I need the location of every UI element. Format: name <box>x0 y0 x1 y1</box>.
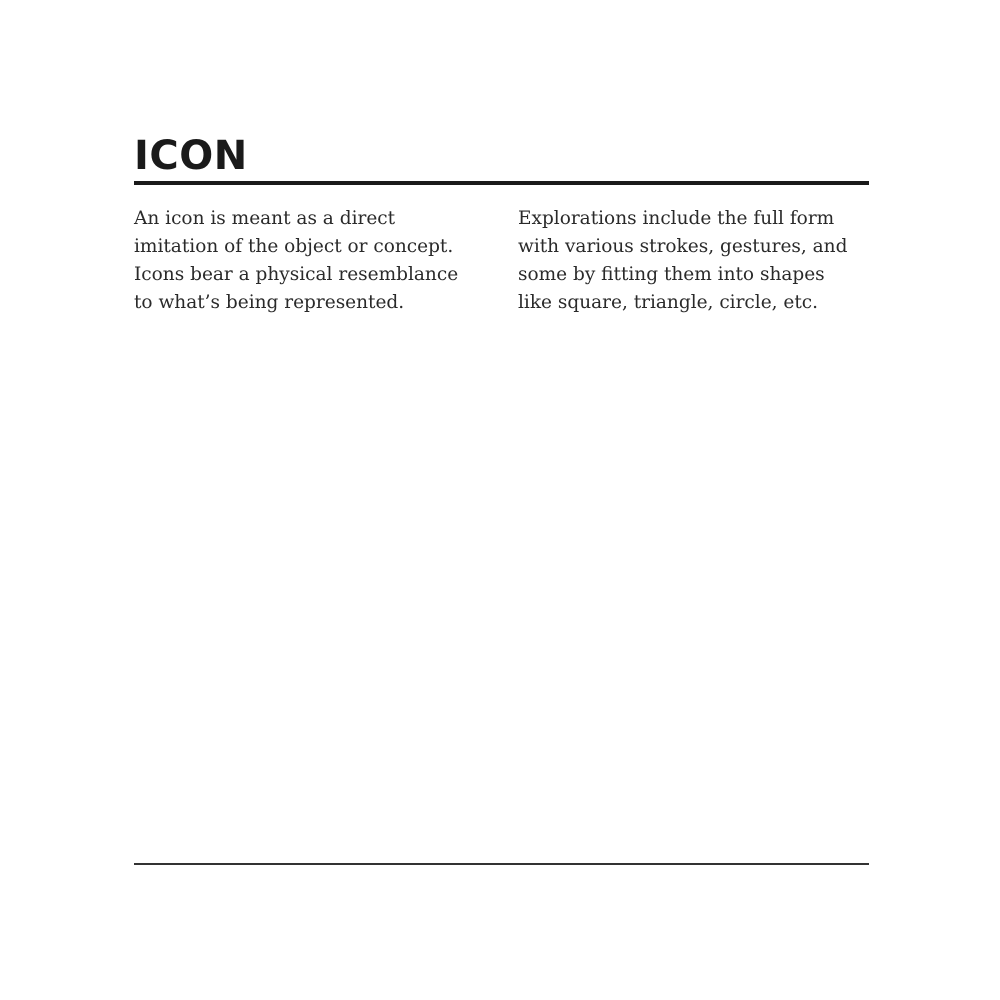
text-line: Icons bear a physical resemblance <box>134 264 459 285</box>
title-divider <box>134 181 869 185</box>
text-line: Explorations include the full form <box>518 208 835 229</box>
text-line: imitation of the object or concept. <box>134 236 454 257</box>
text-line: with various strokes, gestures, and <box>518 236 848 257</box>
page-title: ICON <box>134 133 248 179</box>
text-line: like square, triangle, circle, etc. <box>518 292 819 313</box>
right-column-paragraph <box>518 205 858 317</box>
text-line: to what’s being represented. <box>134 292 405 313</box>
text-line: some by fitting them into shapes <box>518 264 825 285</box>
text-line: An icon is meant as a direct <box>134 208 396 229</box>
left-column-paragraph <box>134 205 469 317</box>
bottom-divider <box>134 863 869 865</box>
